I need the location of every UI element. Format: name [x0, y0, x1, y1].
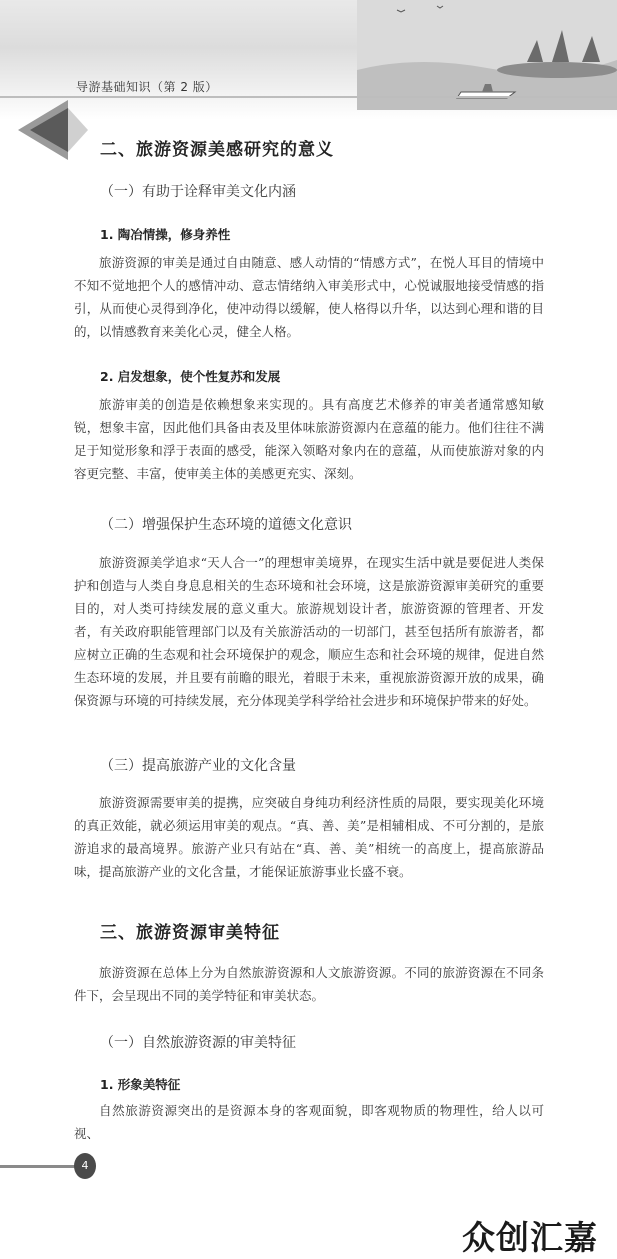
section-heading: 二、旅游资源美感研究的意义	[100, 140, 334, 160]
triangle-decoration-icon	[10, 100, 90, 180]
point-heading: 1. 形象美特征	[100, 1077, 181, 1092]
body-paragraph: 旅游资源需要审美的提携，应突破自身纯功利经济性质的局限，要实现美化环境的真正效能，就必须运用审美的观点。“真、善、美”是相辅相成、不可分割的，是旅游追求的最高境界。旅游产业只有站在“真、善、美”相统一的高度上，提高旅游品味，提高旅游产业的文化含量，才能保证旅游事业长盛不衰。	[74, 795, 544, 879]
section-heading: 三、旅游资源审美特征	[100, 923, 280, 943]
body-paragraph: 旅游审美的创造是依赖想象来实现的。具有高度艺术修养的审美者通常感知敏锐，想象丰富，因此他们具备由表及里体味旅游资源内在意蕴的能力。他们往往不满足于知觉形象和浮于表面的感受，能深入领略对象内在的意蕴，从而使旅游对象的内容更完整、丰富，使审美主体的美感更充实、深刻。	[74, 397, 544, 481]
subsection-heading: （三）提高旅游产业的文化含量	[100, 758, 296, 774]
subsection-heading: （二）增强保护生态环境的道德文化意识	[100, 517, 352, 533]
footer-rule	[0, 1165, 80, 1168]
body-paragraph: 自然旅游资源突出的是资源本身的客观面貌，即客观物质的物理性，给人以可视、	[74, 1103, 544, 1141]
page-number: 4	[74, 1153, 96, 1179]
header-rule	[0, 96, 617, 98]
subsection-heading: （一）自然旅游资源的审美特征	[100, 1035, 296, 1051]
point-heading: 1. 陶冶情操，修身养性	[100, 227, 231, 242]
book-title: 导游基础知识（第 2 版）	[76, 80, 218, 94]
point-heading: 2. 启发想象，使个性复苏和发展	[100, 369, 281, 384]
body-paragraph: 旅游资源在总体上分为自然旅游资源和人文旅游资源。不同的旅游资源在不同条件下，会呈现出不同的美学特征和审美状态。	[74, 965, 544, 1003]
watermark-logo: 众创汇嘉	[462, 1218, 598, 1257]
seaside-scene-illustration	[357, 0, 617, 110]
body-paragraph: 旅游资源的审美是通过自由随意、感人动情的“情感方式”，在悦人耳目的情境中不知不觉地把个人的感情冲动、意志情绪纳入审美形式中，心悦诚服地接受情感的指引，从而使心灵得到净化，使冲动得以缓解，使人格得以升华，以达到心理和谐的目的，以情感教育来美化心灵，健全人格。	[74, 255, 544, 339]
body-paragraph: 旅游资源美学追求“天人合一”的理想审美境界，在现实生活中就是要促进人类保护和创造与人类自身息息相关的生态环境和社会环境，这是旅游资源审美研究的重要目的，对人类可持续发展的意义重大。旅游规划设计者，旅游资源的管理者、开发者，有关政府职能管理部门以及有关旅游活动的一切部门，甚至包括所有旅游者，都应树立正确的生态观和社会环境保护的观念，顺应生态和社会环境的规律，促进自然生态环境的发展，并且要有前瞻的眼光，着眼于未来，重视旅游资源开放的成果，确保资源与环境的可持续发展，充分体现美学科学给社会进步和环境保护带来的好处。	[74, 555, 544, 708]
subsection-heading: （一）有助于诠释审美文化内涵	[100, 184, 296, 200]
